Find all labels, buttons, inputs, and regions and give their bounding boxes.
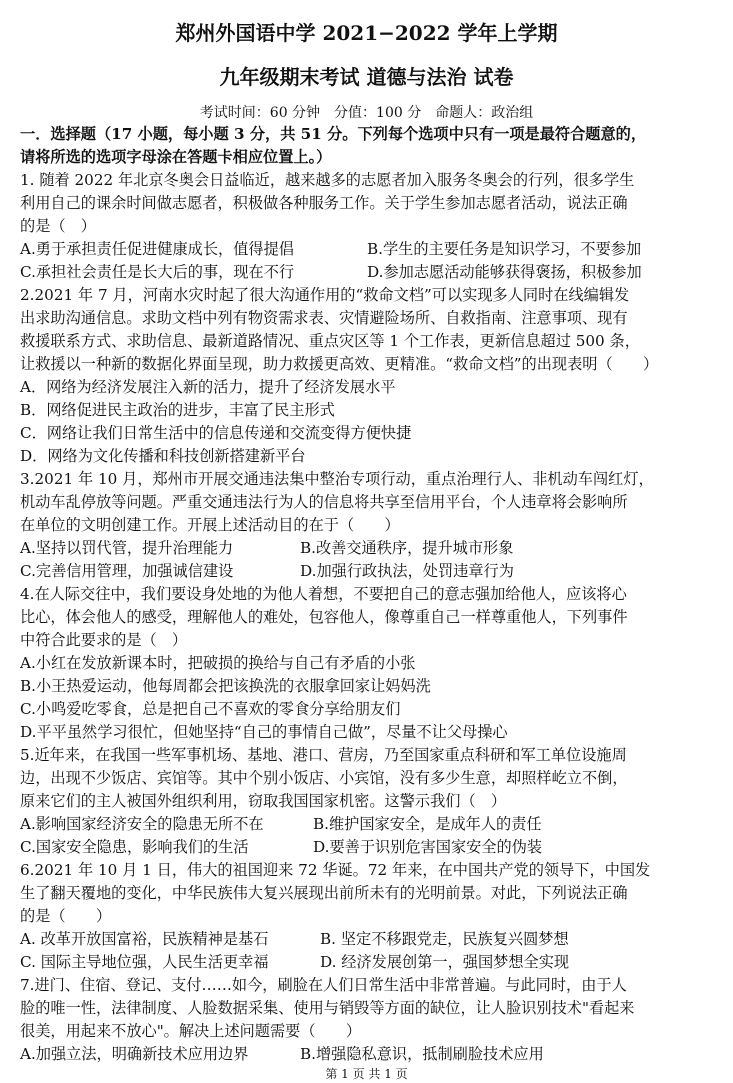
q6-option-d: D. 经济发展创第一，强国梦想全实现 xyxy=(320,953,570,971)
q1-stem-line: 的是（ ） xyxy=(20,217,96,235)
exam-info: 考试时间：60 分钟 分值：100 分 命题人：政治组 xyxy=(199,105,534,121)
q2-option-a: A．网络为经济发展注入新的活力，提升了经济发展水平 xyxy=(20,378,396,396)
q7-stem-line: 脸的唯一性，法律制度、人脸数据采集、使用与销毁等方面的缺位，让人脸识别技术"看起来 xyxy=(20,999,635,1017)
q1-option-c: C.承担社会责任是长大后的事，现在不行 xyxy=(20,263,295,281)
q5-options-row xyxy=(20,837,720,857)
q2-stem-line: 2.2021 年 7 月，河南水灾时起了很大沟通作用的“救命文档”可以实现多人同时在线编辑发 xyxy=(20,286,630,304)
page-footer: 第 1 页 共 1 页 xyxy=(325,1067,408,1081)
q5-options-row xyxy=(20,814,720,834)
q1-options-row xyxy=(20,239,720,259)
q4-option-d: D.平平虽然学习很忙，但她坚持“自己的事情自己做”，尽量不让父母操心 xyxy=(20,723,508,741)
q2-option-b: B．网络促进民主政治的进步，丰富了民主形式 xyxy=(20,401,335,419)
q4-stem-line: 中符合此要求的是（ ） xyxy=(20,631,188,649)
q3-options-row xyxy=(20,538,720,558)
q3-option-b: B.改善交通秩序，提升城市形象 xyxy=(300,539,514,557)
q6-stem-line: 6.2021 年 10 月 1 日，伟大的祖国迎来 72 华诞。72 年来，在中国共产党的领导下，中国发 xyxy=(20,861,651,879)
q3-option-c: C.完善信用管理，加强诚信建设 xyxy=(20,562,234,580)
q3-stem-line: 3.2021 年 10 月，郑州市开展交通违法集中整治专项行动，重点治理行人、非机动车闯红灯， xyxy=(20,470,654,488)
q6-stem-line: 生了翻天覆地的变化，中华民族伟大复兴展现出前所未有的光明前景。对此，下列说法正确 xyxy=(20,884,628,902)
q1-option-d: D.参加志愿活动能够获得褒扬，积极参加 xyxy=(367,263,642,281)
q1-option-a: A.勇于承担责任促进健康成长，值得提倡 xyxy=(20,240,294,258)
q3-options-row xyxy=(20,561,720,581)
q7-stem-line: 7.进门、住宿、登记、支付……如今，刷脸在人们日常生活中非常普遍。与此同时，由于人 xyxy=(20,976,627,994)
q6-option-b: B. 坚定不移跟党走，民族复兴圆梦想 xyxy=(320,930,569,948)
q5-stem-line: 原来它们的主人被国外组织利用，窃取我国国家机密。这警示我们（ ） xyxy=(20,792,506,810)
q7-option-b: B.增强隐私意识，抵制刷脸技术应用 xyxy=(300,1045,544,1063)
q7-stem-line: 很美，用起来不放心"。解决上述问题需要（ ） xyxy=(20,1022,362,1040)
section-instruction-line2: 请将所选的选项字母涂在答题卡相应位置上。） xyxy=(20,148,332,166)
q4-option-a: A.小红在发放新课本时，把破损的换给与自己有矛盾的小张 xyxy=(20,654,416,672)
q2-stem-line: 救援联系方式、求助信息、最新道路情况、重点灾区等 1 个工作表，更新信息超过 500 条， xyxy=(20,332,640,350)
q3-stem-line: 机动车乱停放等问题。严重交通违法行为人的信息将共享至信用平台，个人违章将会影响所 xyxy=(20,493,628,511)
q6-option-c: C. 国际主导地位强，人民生活更幸福 xyxy=(20,953,269,971)
q6-options-row xyxy=(20,929,720,949)
q6-options-row xyxy=(20,952,720,972)
q5-option-a: A.影响国家经济安全的隐患无所不在 xyxy=(20,815,264,833)
q1-option-b: B.学生的主要任务是知识学习，不要参加 xyxy=(367,240,642,258)
q2-stem-line: 出求助沟通信息。求助文档中列有物资需求表、灾情避险场所、自救指南、注意事项、现有 xyxy=(20,309,628,327)
q5-option-d: D.要善于识别危害国家安全的伪装 xyxy=(313,838,543,856)
q4-stem-line: 比心，体会他人的感受，理解他人的难处，包容他人，像尊重自己一样尊重他人，下列事件 xyxy=(20,608,628,626)
q6-option-a: A. 改革开放国富裕，民族精神是基石 xyxy=(20,930,269,948)
q3-option-d: D.加强行政执法，处罚违章行为 xyxy=(300,562,514,580)
q5-option-c: C.国家安全隐患，影响我们的生活 xyxy=(20,838,249,856)
q5-stem-line: 5.近年来，在我国一些军事机场、基地、港口、营房，乃至国家重点科研和军工单位设施周 xyxy=(20,746,627,764)
q4-option-c: C.小鸣爱吃零食，总是把自己不喜欢的零食分享给朋友们 xyxy=(20,700,401,718)
q4-option-b: B.小王热爱运动，他每周都会把该换洗的衣服拿回家让妈妈洗 xyxy=(20,677,431,695)
q7-option-a: A.加强立法，明确新技术应用边界 xyxy=(20,1045,249,1063)
q3-stem-line: 在单位的文明创建工作。开展上述活动目的在于（ ） xyxy=(20,516,400,534)
q6-stem-line: 的是（ ） xyxy=(20,907,112,925)
section-instruction-line1: 一．选择题（17 小题，每小题 3 分，共 51 分。下列每个选项中只有一项是最符合题意的， xyxy=(20,125,647,143)
q7-options-row xyxy=(20,1044,720,1064)
exam-title-line1: 郑州外国语中学 2021−2022 学年上学期 xyxy=(175,21,558,45)
q2-stem-line: 让救援以一种新的数据化界面呈现，助力救援更高效、更精准。“救命文档”的出现表明（ ） xyxy=(20,355,659,373)
q3-option-a: A.坚持以罚代管，提升治理能力 xyxy=(20,539,234,557)
q2-option-d: D．网络为文化传播和科技创新搭建新平台 xyxy=(20,447,306,465)
q1-stem-line: 1. 随着 2022 年北京冬奥会日益临近，越来越多的志愿者加入服务冬奥会的行列，很多学生 xyxy=(20,171,635,189)
q5-option-b: B.维护国家安全，是成年人的责任 xyxy=(313,815,542,833)
q2-option-c: C．网络让我们日常生活中的信息传递和交流变得方便快捷 xyxy=(20,424,412,442)
q5-stem-line: 边，出现不少饭店、宾馆等。其中个别小饭店、小宾馆，没有多少生意，却照样屹立不倒， xyxy=(20,769,628,787)
q1-stem-line: 利用自己的课余时间做志愿者，积极做各种服务工作。关于学生参加志愿者活动，说法正确 xyxy=(20,194,628,212)
q4-stem-line: 4.在人际交往中，我们要设身处地的为他人着想，不要把自己的意志强加给他人，应该将心 xyxy=(20,585,627,603)
q1-options-row xyxy=(20,262,720,282)
exam-title-line2: 九年级期末考试 道德与法治 试卷 xyxy=(219,65,514,89)
